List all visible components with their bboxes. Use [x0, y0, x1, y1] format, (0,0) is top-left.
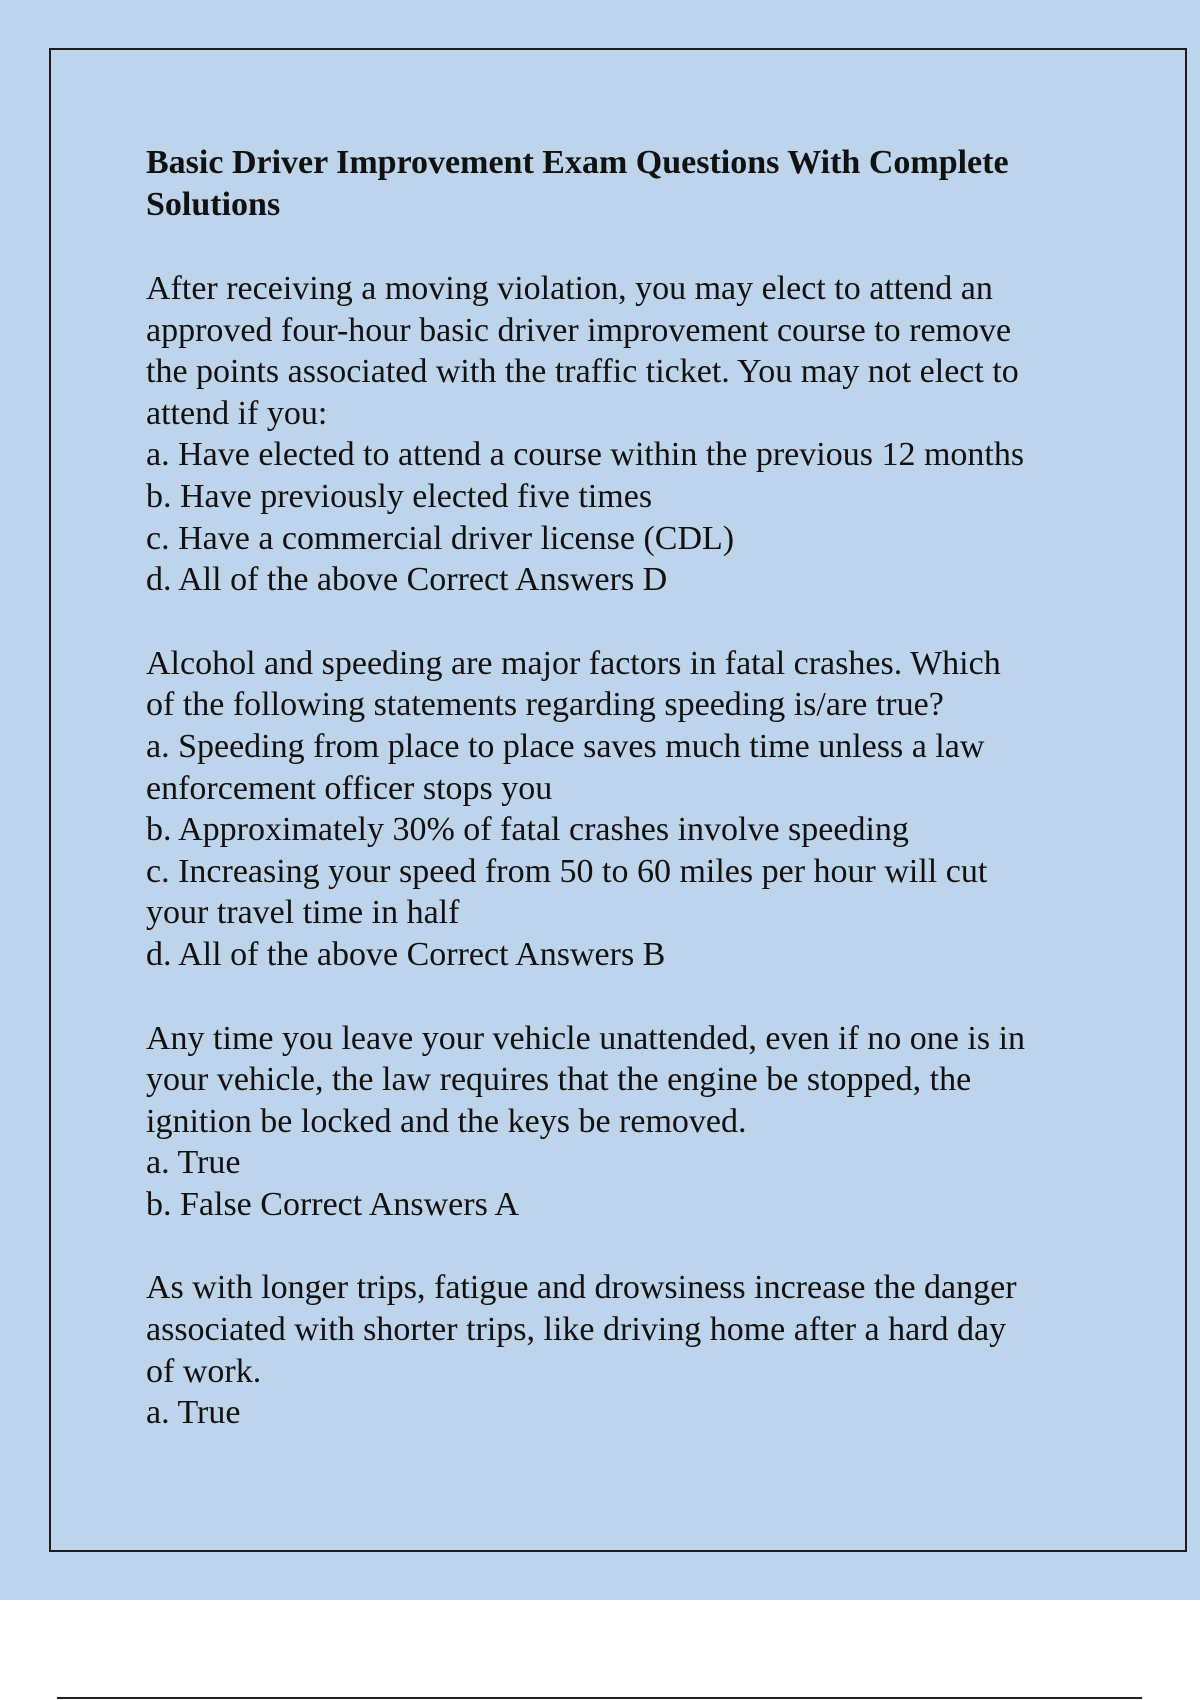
- answer-option: c. Increasing your speed from 50 to 60 miles per hour will cut: [146, 852, 988, 890]
- question-block: [146, 1018, 1146, 1226]
- question-line: approved four-hour basic driver improvement course to remove: [146, 311, 1012, 349]
- footer-divider: [57, 1697, 1142, 1699]
- question-line: As with longer trips, fatigue and drowsiness increase the danger: [146, 1269, 1017, 1307]
- question-line: ignition be locked and the keys be removed.: [146, 1102, 747, 1140]
- question-line: of work.: [146, 1352, 262, 1390]
- question-line: associated with shorter trips, like driving home after a hard day: [146, 1311, 1007, 1349]
- question-line: attend if you:: [146, 394, 328, 432]
- answer-option-with-correct-answer: b. False Correct Answers A: [146, 1185, 520, 1223]
- answer-option: b. Have previously elected five times: [146, 477, 653, 515]
- answer-option: your travel time in half: [146, 894, 460, 932]
- question-line: Any time you leave your vehicle unattended, even if no one is in: [146, 1019, 1026, 1057]
- question-line: Alcohol and speeding are major factors in fatal crashes. Which: [146, 644, 1001, 682]
- question-line: of the following statements regarding speeding is/are true?: [146, 686, 944, 724]
- title-line: Solutions: [146, 186, 281, 223]
- title-line: Basic Driver Improvement Exam Questions With Complete: [146, 144, 1009, 181]
- question-line: the points associated with the traffic ticket. You may not elect to: [146, 353, 1019, 391]
- document-title: [146, 142, 1146, 226]
- answer-option-with-correct-answer: d. All of the above Correct Answers B: [146, 935, 666, 973]
- question-block: [146, 268, 1146, 601]
- answer-option-with-correct-answer: d. All of the above Correct Answers D: [146, 561, 668, 599]
- answer-option: a. True: [146, 1394, 241, 1432]
- answer-option: c. Have a commercial driver license (CDL): [146, 519, 735, 557]
- answer-option: enforcement officer stops you: [146, 769, 553, 807]
- question-line: your vehicle, the law requires that the engine be stopped, the: [146, 1061, 972, 1099]
- question-block: [146, 643, 1146, 976]
- answer-option: b. Approximately 30% of fatal crashes involve speeding: [146, 811, 909, 849]
- question-line: After receiving a moving violation, you may elect to attend an: [146, 270, 993, 307]
- answer-option: a. True: [146, 1144, 241, 1182]
- question-block: [146, 1267, 1146, 1433]
- document-body: [146, 142, 1146, 1476]
- answer-option: a. Have elected to attend a course within the previous 12 months: [146, 436, 1025, 474]
- answer-option: a. Speeding from place to place saves much time unless a law: [146, 727, 985, 765]
